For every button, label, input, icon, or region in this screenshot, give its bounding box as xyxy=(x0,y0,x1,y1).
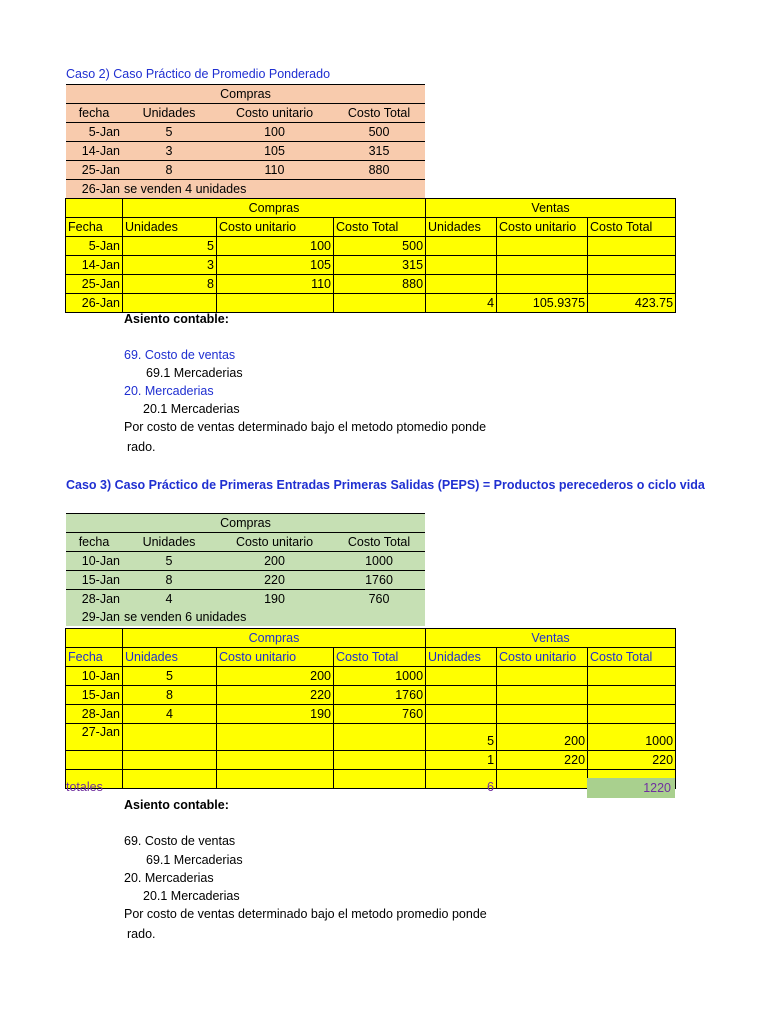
caso2-asiento-line: 69. Costo de ventas xyxy=(124,348,236,362)
group-header-compras: Compras xyxy=(66,85,425,104)
caso2-asiento-line: 20. Mercaderias xyxy=(124,384,214,398)
header-ventas-costo-total: Costo Total xyxy=(588,218,676,237)
caso3-asiento-line: Por costo de ventas determinado bajo el metodo promedio ponde xyxy=(124,907,487,921)
table-row xyxy=(66,770,676,789)
totales-units: 6 xyxy=(487,780,494,794)
table-row: 1 220 220 xyxy=(66,751,676,770)
group-header-compras: Compras xyxy=(123,199,426,218)
header-ventas-unidades: Unidades xyxy=(426,648,497,667)
header-costo-total: Costo Total xyxy=(333,533,425,552)
table-row: 10-Jan 5 200 1000 xyxy=(66,552,425,571)
caso2-asiento-line: 69.1 Mercaderias xyxy=(146,366,243,380)
table-row: 26-Jan 4 105.9375 423.75 xyxy=(66,294,676,313)
header-fecha: fecha xyxy=(66,104,122,123)
caso2-asiento-line: Por costo de ventas determinado bajo el metodo ptomedio ponde xyxy=(124,420,487,434)
table-row: 28-Jan 4 190 760 xyxy=(66,590,425,609)
header-costo-unitario: Costo unitario xyxy=(217,218,334,237)
totales-total: 1220 xyxy=(587,778,675,798)
caso2-asiento-line: rado. xyxy=(127,440,156,454)
group-header-compras: Compras xyxy=(66,514,425,533)
table-row: 5-Jan 5 100 500 xyxy=(66,237,676,256)
header-costo-total: Costo Total xyxy=(333,104,425,123)
header-fecha: fecha xyxy=(66,533,122,552)
caso2-asiento-title: Asiento contable: xyxy=(124,312,229,326)
table-row: 29-Jan se venden 6 unidades xyxy=(66,608,425,626)
header-ventas-unidades: Unidades xyxy=(426,218,497,237)
group-header-ventas: Ventas xyxy=(426,199,676,218)
table-row: 5-Jan 5 100 500 xyxy=(66,123,425,142)
table-row: 28-Jan 4 190 760 xyxy=(66,705,676,724)
caso3-asiento-title: Asiento contable: xyxy=(124,798,229,812)
header-unidades: Unidades xyxy=(123,218,217,237)
caso2-compras-table xyxy=(66,84,425,199)
header-unidades: Unidades xyxy=(122,533,216,552)
header-costo-unitario: Costo unitario xyxy=(217,648,334,667)
header-costo-total: Costo Total xyxy=(334,218,426,237)
totales-label: totales xyxy=(66,780,103,794)
header-unidades: Unidades xyxy=(122,104,216,123)
table-row: 25-Jan 8 110 880 xyxy=(66,161,425,180)
header-unidades: Unidades xyxy=(123,648,217,667)
caso3-asiento-line: 20.1 Mercaderias xyxy=(143,889,240,903)
caso3-asiento-line: 69. Costo de ventas xyxy=(124,834,236,848)
header-fecha: Fecha xyxy=(66,648,123,667)
header-ventas-costo-unitario: Costo unitario xyxy=(497,648,588,667)
caso3-asiento-line: rado. xyxy=(127,927,156,941)
header-costo-total: Costo Total xyxy=(334,648,426,667)
group-header-compras: Compras xyxy=(123,629,426,648)
table-row: 15-Jan 8 220 1760 xyxy=(66,571,425,590)
header-costo-unitario: Costo unitario xyxy=(216,104,333,123)
caso3-title: Caso 3) Caso Práctico de Primeras Entradas Primeras Salidas (PEPS) = Productos perecederos o ciclo vida xyxy=(66,478,705,492)
header-ventas-costo-unitario: Costo unitario xyxy=(497,218,588,237)
caso3-kardex-table xyxy=(65,628,676,789)
table-row: 15-Jan 8 220 1760 xyxy=(66,686,676,705)
caso3-asiento-line: 69.1 Mercaderias xyxy=(146,853,243,867)
header-ventas-costo-total: Costo Total xyxy=(588,648,676,667)
table-row: 14-Jan 3 105 315 xyxy=(66,142,425,161)
table-row: 14-Jan 3 105 315 xyxy=(66,256,676,275)
caso2-asiento-line: 20.1 Mercaderias xyxy=(143,402,240,416)
table-row: 25-Jan 8 110 880 xyxy=(66,275,676,294)
caso2-kardex-table xyxy=(65,198,676,313)
caso3-compras-table xyxy=(66,513,425,626)
header-costo-unitario: Costo unitario xyxy=(216,533,333,552)
header-fecha: Fecha xyxy=(66,218,123,237)
table-row: 27-Jan 5 200 1000 xyxy=(66,724,676,751)
caso2-title: Caso 2) Caso Práctico de Promedio Ponderado xyxy=(66,67,331,81)
caso3-asiento-line: 20. Mercaderias xyxy=(124,871,214,885)
group-header-ventas: Ventas xyxy=(426,629,676,648)
table-row: 26-Jan se venden 4 unidades xyxy=(66,180,425,199)
table-row: 10-Jan 5 200 1000 xyxy=(66,667,676,686)
